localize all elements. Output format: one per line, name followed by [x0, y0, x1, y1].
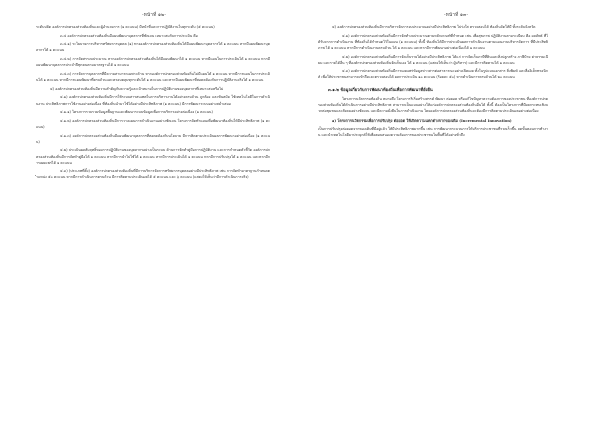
left-paragraph: ๓.๔.๒) การจัดสรรงบประมาณ หากองค์การปกครองส่วนท้องถิ่นได้มีแผนพัฒนาได้ ๑ คะแนน หากมีแผนในการประเมินได้ ๑ คะแนน หากมีแผนพัฒนาบุคลากรประจำปีทุกคนตามมาตรฐานได้ ๑ คะแนน	[36, 57, 270, 68]
subsection-paragraph: เป็นการปรับปรุงต่อยอดจากของเดิมที่มีอยู่แล้ว ให้มีประสิทธิภาพมากขึ้น เช่น การพัฒนากระบวนการให้บริการประชาชนที่รวดเร็วขึ้น ลดขั้นตอนการทำงาน และนำเทคโนโลยีมาประยุกต์ใช้เพื่อตอบสนองความต้องการของประชาชนในพื้นที่ได้อย่างทั่วถึง	[318, 127, 548, 138]
right-paragraph: ๔.๓) องค์การปกครองส่วนท้องถิ่นมีการเผยแพร่ข้อมูลข่าวสารต่อสาธารณะอย่างเปิดเผย ทั้งในรูปแบบเอกสาร สิ่งพิมพ์ และสื่ออิเล็กทรอนิกส์ เพื่อให้ประชาชนสามารถเข้าถึงและตรวจสอบได้ ผลการประเมิน ๑๐ คะแนน (ร้อยละ ๕๐) หากดำเนินการครบถ้วนได้ ๒๐ คะแนน	[318, 69, 548, 80]
right-paragraph: ๔.๑) องค์การปกครองส่วนท้องถิ่นมีการจัดทำงบประมาณตามหลักเกณฑ์ที่กำหนด เช่น เพื่อสุขภาพ ปฏิบัติงานตามระเบียบ คือ ผลลัพธ์ ที่ได้รับจากการดำเนินงาน ที่ท้องถิ่นได้กำหนดไว้ในแผน (๑ คะแนน) ทั้งนี้ ท้องถิ่นได้มีการประเมินผลการดำเนินงานตามแผนงานบริหารจัดการ ที่มีประสิทธิภาพ ได้ ๑ คะแนน หากมีการดำเนินงานครบถ้วน ได้ ๑ คะแนน และหากมีการพัฒนาอย่างต่อเนื่องได้ ๑ คะแนน	[318, 33, 548, 50]
left-paragraph: ๔.๑.๓) องค์การปกครองส่วนท้องถิ่นมีแผนพัฒนาบุคลากรที่สอดคล้องกับนโยบาย มีการติดตามประเมินผลการพัฒนาอย่างต่อเนื่อง (๑ คะแนน)	[36, 133, 270, 144]
left-paragraph: ๔.๒) ประเมินผลสัมฤทธิ์ของการปฏิบัติงานของบุคลากรอย่างเป็นระบบ ด้านการจัดทำคู่มือการปฏิบัติงาน และการกำหนดตัวชี้วัด องค์การปกครองส่วนท้องถิ่นมีการจัดทำคู่มือได้ ๑ คะแนน หากมีการนำไปใช้ได้ ๑ คะแนน หากมีการประเมินได้ ๑ คะแนน หากมีการปรับปรุงได้ ๑ คะแนน และหากมีการเผยแพร่ได้ ๑ คะแนน	[36, 148, 270, 165]
subsection-heading: ๑) โครงการนวัตกรรมเพื่อการปรับปรุง ต่อยอด ให้เกิดความแตกต่างจากของเดิม (Incremental Innovation)	[332, 118, 512, 123]
left-paragraph: ๓.๔ องค์การปกครองส่วนท้องถิ่นมีแผนพัฒนาบุคลากรที่ชัดเจน เหมาะสมกับการประเมิน คือ	[60, 33, 198, 38]
left-paragraph: ๔.๑.๒) องค์การปกครองส่วนท้องถิ่นมีการวางแผนการดำเนินงานอย่างชัดเจน โครงการจัดทำแผนเพื่อพัฒนาท้องถิ่นให้มีประสิทธิภาพ (๑ คะแนน)	[36, 118, 270, 129]
right-paragraph: ๔.๒) องค์การปกครองส่วนท้องถิ่นมีการจัดเก็บรายได้อย่างมีประสิทธิภาพ ได้แก่ การจัดเก็บภาษีที่ดินและสิ่งปลูกสร้าง ภาษีป้าย ค่าธรรมเนียม และรายได้อื่น ๆ ที่องค์กรปกครองส่วนท้องถิ่นจัดเก็บเอง ได้ ๑ คะแนน (แสดงให้เห็นว่า ผู้บริหาร) และมีการติดตามได้ ๑ คะแนน	[318, 54, 548, 65]
section-heading: ๓.๑.๒ ข้อมูลเกี่ยวกับการพัฒนาท้องถิ่นเพื่อการพัฒนาที่ยั่งยืน	[328, 86, 433, 92]
left-page-number: -หน้าที่ ๑๒-	[142, 13, 167, 18]
section-paragraph: โครงการนวัตกรรมท้องถิ่น หมายถึง โครงการริเริ่มสร้างสรรค์ พัฒนา ต่อยอด หรือแก้ไขปัญหาความต้องการของประชาชน ที่องค์การปกครองส่วนท้องถิ่นได้ดำเนินการอย่างมีประสิทธิภาพ สามารถเป็นแบบอย่างให้แก่องค์การปกครองส่วนท้องถิ่นอื่นได้ ทั้งนี้ ต้องเป็นโครงการที่มีผลกระทบเชิงบวกต่อชุมชนและสังคมอย่างชัดเจน และมีความยั่งยืนในการดำเนินงาน โดยองค์การปกครองส่วนท้องถิ่นจะต้องมีการติดตามประเมินผลอย่างต่อเนื่อง	[318, 96, 548, 113]
left-paragraph: ๔.๑.๑) โครงการรวบรวมข้อมูลพื้นฐานและพัฒนาระบบข้อมูลเพื่อการบริหารอย่างต่อเนื่อง (๑ คะแนน)	[60, 110, 213, 115]
right-paragraph: ๔) องค์การปกครองส่วนท้องถิ่นมีการบริหารจัดการงบประมาณอย่างมีประสิทธิภาพ โปร่งใส ตรวจสอบได้ ท้องถิ่นจัดให้มี ทั้งระดับจังหวัด	[332, 25, 536, 29]
left-paragraph: ๔) องค์กรปกครองส่วนท้องถิ่นมีความสำคัญกับความรู้และเป้าหมายในการปฏิบัติงานของบุคลากรที่เหมาะสมหรือไม่	[50, 86, 224, 91]
right-page-number: -หน้าที่ ๑๓-	[444, 13, 469, 18]
left-paragraph: ๔.๑) องค์กรปกครองส่วนท้องถิ่นมีการใช้ระบบสารสนเทศในการบริหารงานได้อย่างครบถ้วน ถูกต้อง และทันสมัย ใช้เทคโนโลยีในการดำเนินงาน ประสิทธิภาพการใช้งานอย่างต่อเนื่อง ที่ท้องถิ่นนำมาใช้ได้อย่างมีประสิทธิภาพ (๑ คะแนน) มีการพัฒนาระบบอย่างสม่ำเสมอ	[36, 95, 270, 106]
left-paragraph: ๓.๔.๑) ระโยบายการบริหารทรัพยากรบุคคล (๑) ทางองค์การปกครองส่วนท้องถิ่นได้มีแผนพัฒนาบุคลากรได้ ๑ คะแนน หากมีแผนพัฒนาบุคลากรได้ ๑ คะแนน	[36, 42, 270, 53]
right-page-body	[318, 24, 548, 141]
left-paragraph: ๔.๓) (ประเภทที่ตั้ง) องค์การปกครองส่วนท้องถิ่นที่มีการบริหารจัดการทรัพยากรบุคคลอย่างมีประสิทธิภาพ เช่น การจัดทำมาตรฐานกำหนดตำแหน่ง ๕๐ คะแนน หากมีการดำเนินการครบถ้วน มีการติดตามประเมินผลได้ ๕ คะแนน และ ๖ คะแนน (แสดงให้เห็นว่ามีการดำเนินการจริง)	[36, 169, 270, 180]
left-paragraph: ระดับปลัด องค์การปกครองส่วนท้องถิ่นและผู้อำนวยการ (๑ คะแนน) มีหน้าที่และการปฏิบัติงานในทุกระดับ (๕ คะแนน)	[36, 25, 215, 29]
left-page-body	[36, 24, 270, 183]
left-paragraph: ๓.๔.๓) การจัดการบุคลากรที่มีความสามารถเฉพาะด้าน หากองค์การปกครองส่วนท้องถิ่นไม่มีแผนได้ ๑ คะแนน หากมีการแผนในการประเมินได้ ๑ คะแนน หากมีการแผนพัฒนาที่ครบถ้วนและครอบคลุมทุกระดับได้ ๑ คะแนน และหากมีแผนพัฒนาที่สอดคล้องกับการปฏิบัติงานจริงได้ ๑ คะแนน	[36, 71, 270, 83]
